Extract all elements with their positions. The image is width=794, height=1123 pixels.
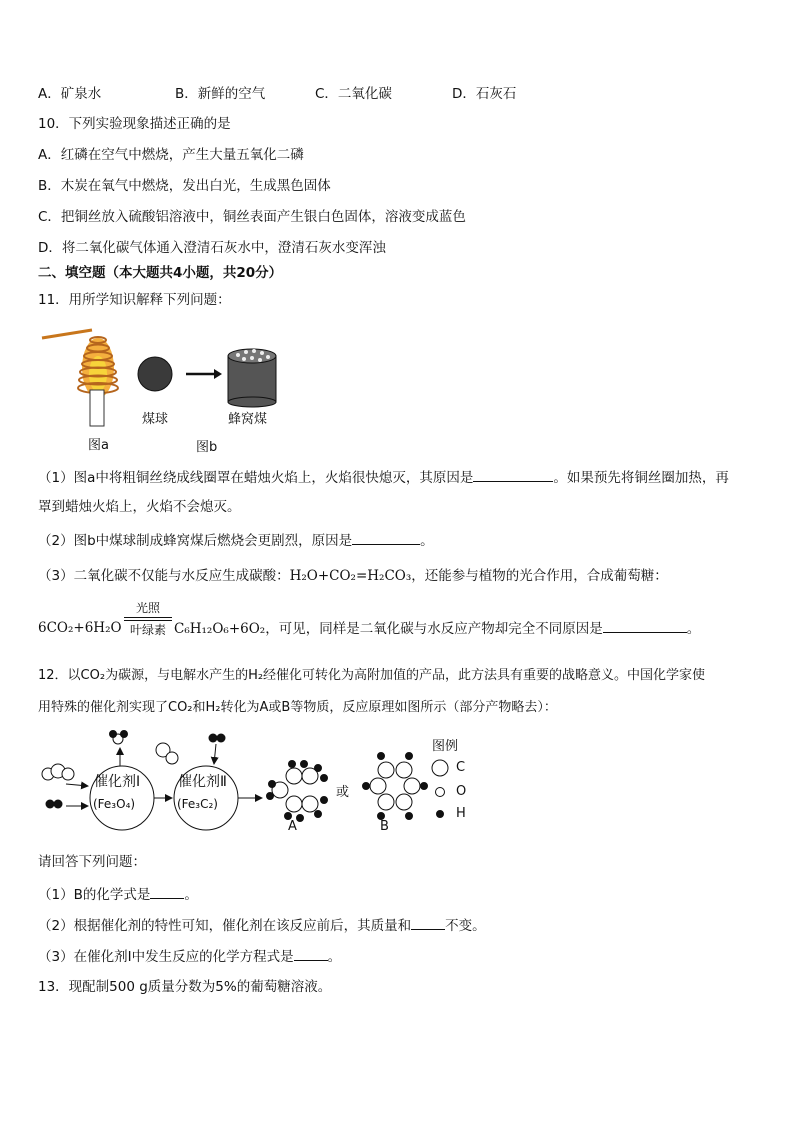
legend-h-symbol xyxy=(437,811,444,818)
q11-part2: （2）图b中煤球制成蜂窝煤后燃烧会更剧烈，原因是 。 xyxy=(38,530,434,551)
fig-a-label: 图a xyxy=(88,438,109,453)
q9-option-d: D．石灰石 xyxy=(452,86,517,102)
co-intermediate-molecule xyxy=(156,743,178,764)
q12-p1-blank[interactable] xyxy=(150,884,184,899)
coal-ball-label: 煤球 xyxy=(142,412,169,427)
or-label: 或 xyxy=(336,785,350,800)
catalyst-2-name: 催化剂Ⅱ xyxy=(178,774,227,790)
q11-p1-blank[interactable] xyxy=(473,467,553,482)
q12-prompt: 请回答下列问题： xyxy=(38,854,146,870)
q11-p2-blank[interactable] xyxy=(352,530,420,545)
carbonic-acid-equation: H₂O+CO₂=H₂CO₃ xyxy=(289,568,412,584)
reaction-condition xyxy=(124,600,172,638)
q10-option-c: C．把铜丝放入硫酸铝溶液中，铜丝表面产生银白色固体，溶液变成蓝色 xyxy=(38,209,466,225)
q12-p2-blank[interactable] xyxy=(411,915,445,930)
q10-option-a: A．红磷在空气中燃烧，产生大量五氧化二磷 xyxy=(38,147,304,163)
legend-title: 图例 xyxy=(432,739,459,754)
q11-part1-cont: 罩到蜡烛火焰上，火焰不会熄灭。 xyxy=(38,499,241,515)
honeycomb-briquette-shape xyxy=(228,349,276,407)
q12-part2: （2）根据催化剂的特性可知，催化剂在该反应前后，其质量和 不变。 xyxy=(38,915,486,936)
photosynthesis-eq-left: 6CO₂+6H₂O xyxy=(38,620,122,636)
q11-stem: 11．用所学知识解释下列问题： xyxy=(38,292,231,308)
q10-option-d: D．将二氧化碳气体通入澄清石灰水中，澄清石灰水变浑浊 xyxy=(38,240,386,256)
legend-o-symbol xyxy=(436,788,445,797)
q10-option-b: B．木炭在氧气中燃烧，发出白光，生成黑色固体 xyxy=(38,178,331,194)
legend-c-label: C xyxy=(456,760,466,775)
q11-part3-eq-right: C₆H₁₂O₆+6O₂，可见，同样是二氧化碳与水反应产物却完全不同原因是 。 xyxy=(174,618,700,639)
coal-ball-shape xyxy=(138,357,172,391)
molecule-a-structure xyxy=(267,761,328,822)
h2-input-2-molecule xyxy=(209,734,226,743)
section-title: 二、填空题（本大题共4小题，共20分） xyxy=(38,265,283,281)
legend-o-label: O xyxy=(456,784,467,799)
condition-light: 光照 xyxy=(135,601,160,615)
q12-part1: （1）B的化学式是 。 xyxy=(38,884,198,905)
catalyst-1-formula: (Fe₃O₄) xyxy=(93,797,136,811)
coal-figure xyxy=(132,340,282,410)
q11-p3-blank[interactable] xyxy=(603,618,687,633)
equals-sign xyxy=(124,617,172,621)
h2-input-molecule xyxy=(46,800,63,809)
candle-coil-figure xyxy=(40,328,130,428)
legend-h-label: H xyxy=(456,806,466,821)
catalyst-2-formula: (Fe₃C₂) xyxy=(177,797,218,811)
molecule-a-label: A xyxy=(288,819,297,834)
catalyst-1-output xyxy=(110,731,128,745)
q13-stem: 13．现配制500 g质量分数为5%的葡萄糖溶液。 xyxy=(38,979,332,995)
q9-option-a: A．矿泉水 xyxy=(38,86,102,102)
molecule-b-structure xyxy=(363,753,428,820)
catalyst-1-name: 催化剂Ⅰ xyxy=(94,774,141,790)
q9-option-b: B．新鲜的空气 xyxy=(175,86,266,102)
q11-part3: （3）二氧化碳不仅能与水反应生成碳酸：H₂O+CO₂=H₂CO₃，还能参与植物的光合作用，合成葡萄糖： xyxy=(38,568,668,584)
q12-line2: 用特殊的催化剂实现了CO₂和H₂转化为A或B等物质，反应原理如图所示（部分产物略去）： xyxy=(38,700,557,715)
co2-input-molecule xyxy=(42,764,74,780)
q10-stem: 10．下列实验现象描述正确的是 xyxy=(38,116,231,132)
condition-chlorophyll: 叶绿素 xyxy=(129,623,166,637)
honeycomb-label: 蜂窝煤 xyxy=(228,412,268,427)
molecule-b-label: B xyxy=(380,819,389,834)
fig-b-label: 图b xyxy=(196,440,218,455)
legend-symbols xyxy=(432,760,448,818)
q12-p3-blank[interactable] xyxy=(294,946,328,961)
q12-line1: 12．以CO₂为碳源，与电解水产生的H₂经催化可转化为高附加值的产品，此方法具有重要的战略意义。中国化学家使 xyxy=(38,668,706,683)
q12-part3: （3）在催化剂Ⅰ中发生反应的化学方程式是 。 xyxy=(38,946,341,967)
legend-c-symbol xyxy=(432,760,448,776)
q11-part1: （1）图a中将粗铜丝绕成线圈罩在蜡烛火焰上，火焰很快熄灭，其原因是 。如果预先将铜丝圈加热，再 xyxy=(38,467,729,488)
q9-option-c: C．二氧化碳 xyxy=(315,86,392,102)
